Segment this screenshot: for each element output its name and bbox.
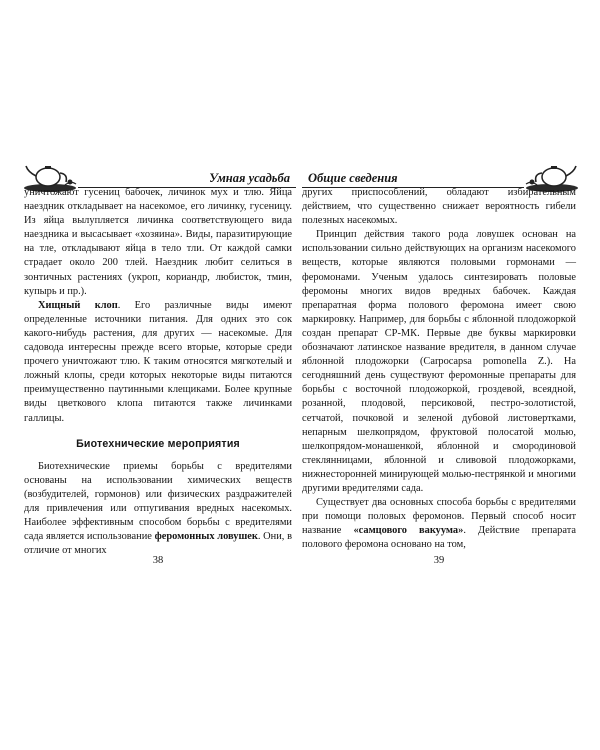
page-number: 38 [152, 555, 164, 566]
paragraph [24, 299, 292, 426]
paragraph-text: . Его различные виды имеют определенные источники питания. Для одних это сок какого-нибудь растения, для других — насекомые. Для садовода интересны прежде всего вторые, которые среди прочего уничтожают тлю. К таким относятся мягкотелый и ложный клопы, среди которых некоторые виды питаются преимущественно паутинными клещиками. Более крупные виды цветкового клопа питаются также личинками галлицы. [24, 299, 292, 424]
paragraph-text: . Они, в отличие от многих [24, 531, 292, 557]
paragraph-text: Биотехнические приемы борьбы с вредителями основаны на использовании химических веществ (возбудителей, гормонов) или физических раздражителей для привлечения или отпугивания вредных насекомых. Наиболее эффективным способом борьбы с вредителями сада является использование [24, 460, 292, 543]
running-title-right: Общие сведения [308, 171, 398, 185]
bold-term: Хищный клоп [38, 299, 118, 311]
paragraph: Принцип действия такого рода ловушек основан на использовании сильно действующих на организм насекомого веществ, которые являются половыми гормонами — феромонами. Ученым удалось синтезировать половые феромоны многих видов вредных бабочек. Каждая препаратная форма полового феромона имеет свою маркировку. Например, для борьбы с яблонной плодожоркой создан препарат СР-МК. Первые две буквы маркировки обозначают латинское название вредителя, в данном случае яблонной плодожорки (Carpocapsa pomonella Z.). На сегодняшний день существуют феромонные препараты для борьбы с восточной плодожоркой, гроздевой, всеядной, розанной, плодовой, персиковой, пестро-золотистой, сетчатой, почковой и зеленой дубовой листовертками, непарным шелкопрядом, фруктовой полосатой молью, шелкопрядом-монашенкой, яблонной и смородиновой стеклянницами, яблонной и сливовой плодожорками, нижнесторонней минирующей молью-пестрянкой и многими другими вредителями сада. [302, 229, 576, 494]
paragraph-text: . Действие препарата полового феромона основано на том, [302, 525, 576, 551]
right-page [302, 186, 576, 586]
bold-term: феромонных ловушек [154, 531, 258, 543]
paragraph: уничтожают гусениц бабочек, личинок мух и тлю. Яйца наездник откладывает на насекомое, его личинку, гусеницу. Из яйца вылупляется личинка соответствующего вида наездника и высасывает «хозяина». Виды, паразитирующие на тле, откладывают яйца в тело тли. От каждой самки страдает около 200 тлей. Наездник любит селиться в зонтичных растениях (укроп, кориандр, любисток, тмин, купырь и пр.). [24, 187, 292, 297]
paragraph [302, 496, 576, 552]
paragraph: других приспособлений, обладают избирательным действием, что существенно снижает вероятность гибели полезных насекомых. [302, 187, 576, 227]
paragraph [24, 460, 292, 559]
page-number: 39 [433, 555, 445, 566]
bold-term: «самцового вакуума» [353, 525, 464, 537]
paragraph-text: Существует два основных способа борьбы с вредителями при помощи половых феромонов. Первый способ носит название [302, 497, 576, 537]
section-heading: Биотехнические мероприятия [76, 437, 240, 450]
running-title-left: Умная усадьба [209, 171, 290, 185]
left-page [24, 186, 292, 586]
